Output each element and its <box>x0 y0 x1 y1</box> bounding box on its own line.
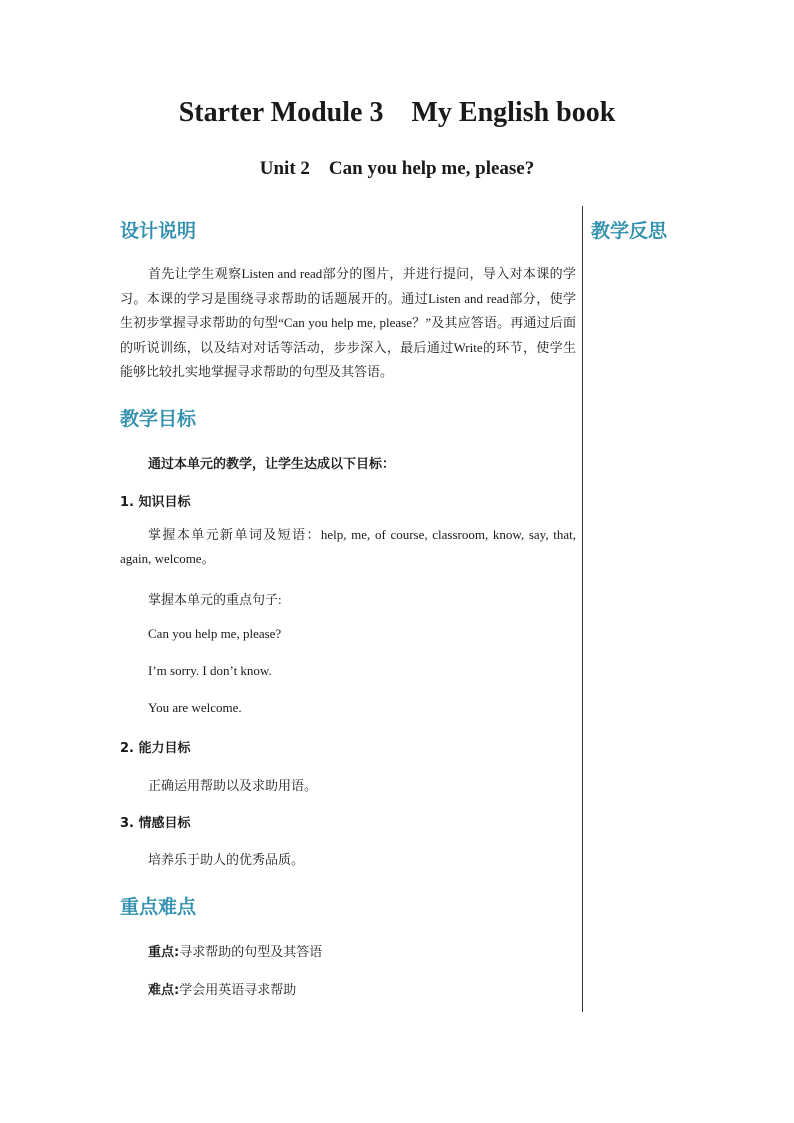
sentence-item: I’m sorry. I don’t know. <box>148 663 272 678</box>
sentences-intro: 掌握本单元的重点句子: <box>148 592 282 607</box>
knowledge-goal-title: 1. 知识目标 <box>120 495 191 510</box>
emotion-goal-text: 培养乐于助人的优秀品质。 <box>148 852 305 867</box>
goals-heading: 教学目标 <box>120 408 197 430</box>
ability-goal-text: 正确运用帮助以及求助用语。 <box>148 778 318 793</box>
sentence-item: Can you help me, please? <box>148 626 282 641</box>
difficult-point-label: 难点: <box>148 983 180 998</box>
goals-intro: 通过本单元的教学，让学生达成以下目标： <box>148 457 396 472</box>
reflection-heading: 教学反思 <box>591 220 668 242</box>
difficult-point-row <box>148 979 296 998</box>
key-point-label: 重点: <box>148 945 180 960</box>
page-subtitle: Unit 2 Can you help me, please? <box>259 158 535 179</box>
difficult-point-text: 学会用英语寻求帮助 <box>179 982 297 997</box>
sentence-item: You are welcome. <box>148 700 242 715</box>
keypoints-heading: 重点难点 <box>120 896 197 918</box>
page-title: Starter Module 3 My English book <box>178 97 616 128</box>
ability-goal-title: 2. 能力目标 <box>120 741 191 756</box>
key-point-text: 寻求帮助的句型及其答语 <box>179 944 323 959</box>
column-divider <box>582 206 583 1012</box>
vocabulary-text: 掌握本单元新单词及短语：help, me, of course, classroom, know, say, that, again, welcome。 <box>120 527 576 566</box>
design-paragraph: 首先让学生观察Listen and read部分的图片，并进行提问，导入对本课的学习。本课的学习是围绕寻求帮助的话题展开的。通过Listen and read部分，使学生初步掌握寻求帮助的句型“Can you help me, please？”及其应答语。再通过后面的听说训练，以及结对对话等活动，步步深入，最后通过Write的环节，使学生能够比较扎实地掌握寻求帮助的句型及其答语。 <box>120 266 576 379</box>
key-point-row <box>148 941 322 960</box>
emotion-goal-title: 3. 情感目标 <box>120 816 191 831</box>
design-heading: 设计说明 <box>120 220 197 242</box>
